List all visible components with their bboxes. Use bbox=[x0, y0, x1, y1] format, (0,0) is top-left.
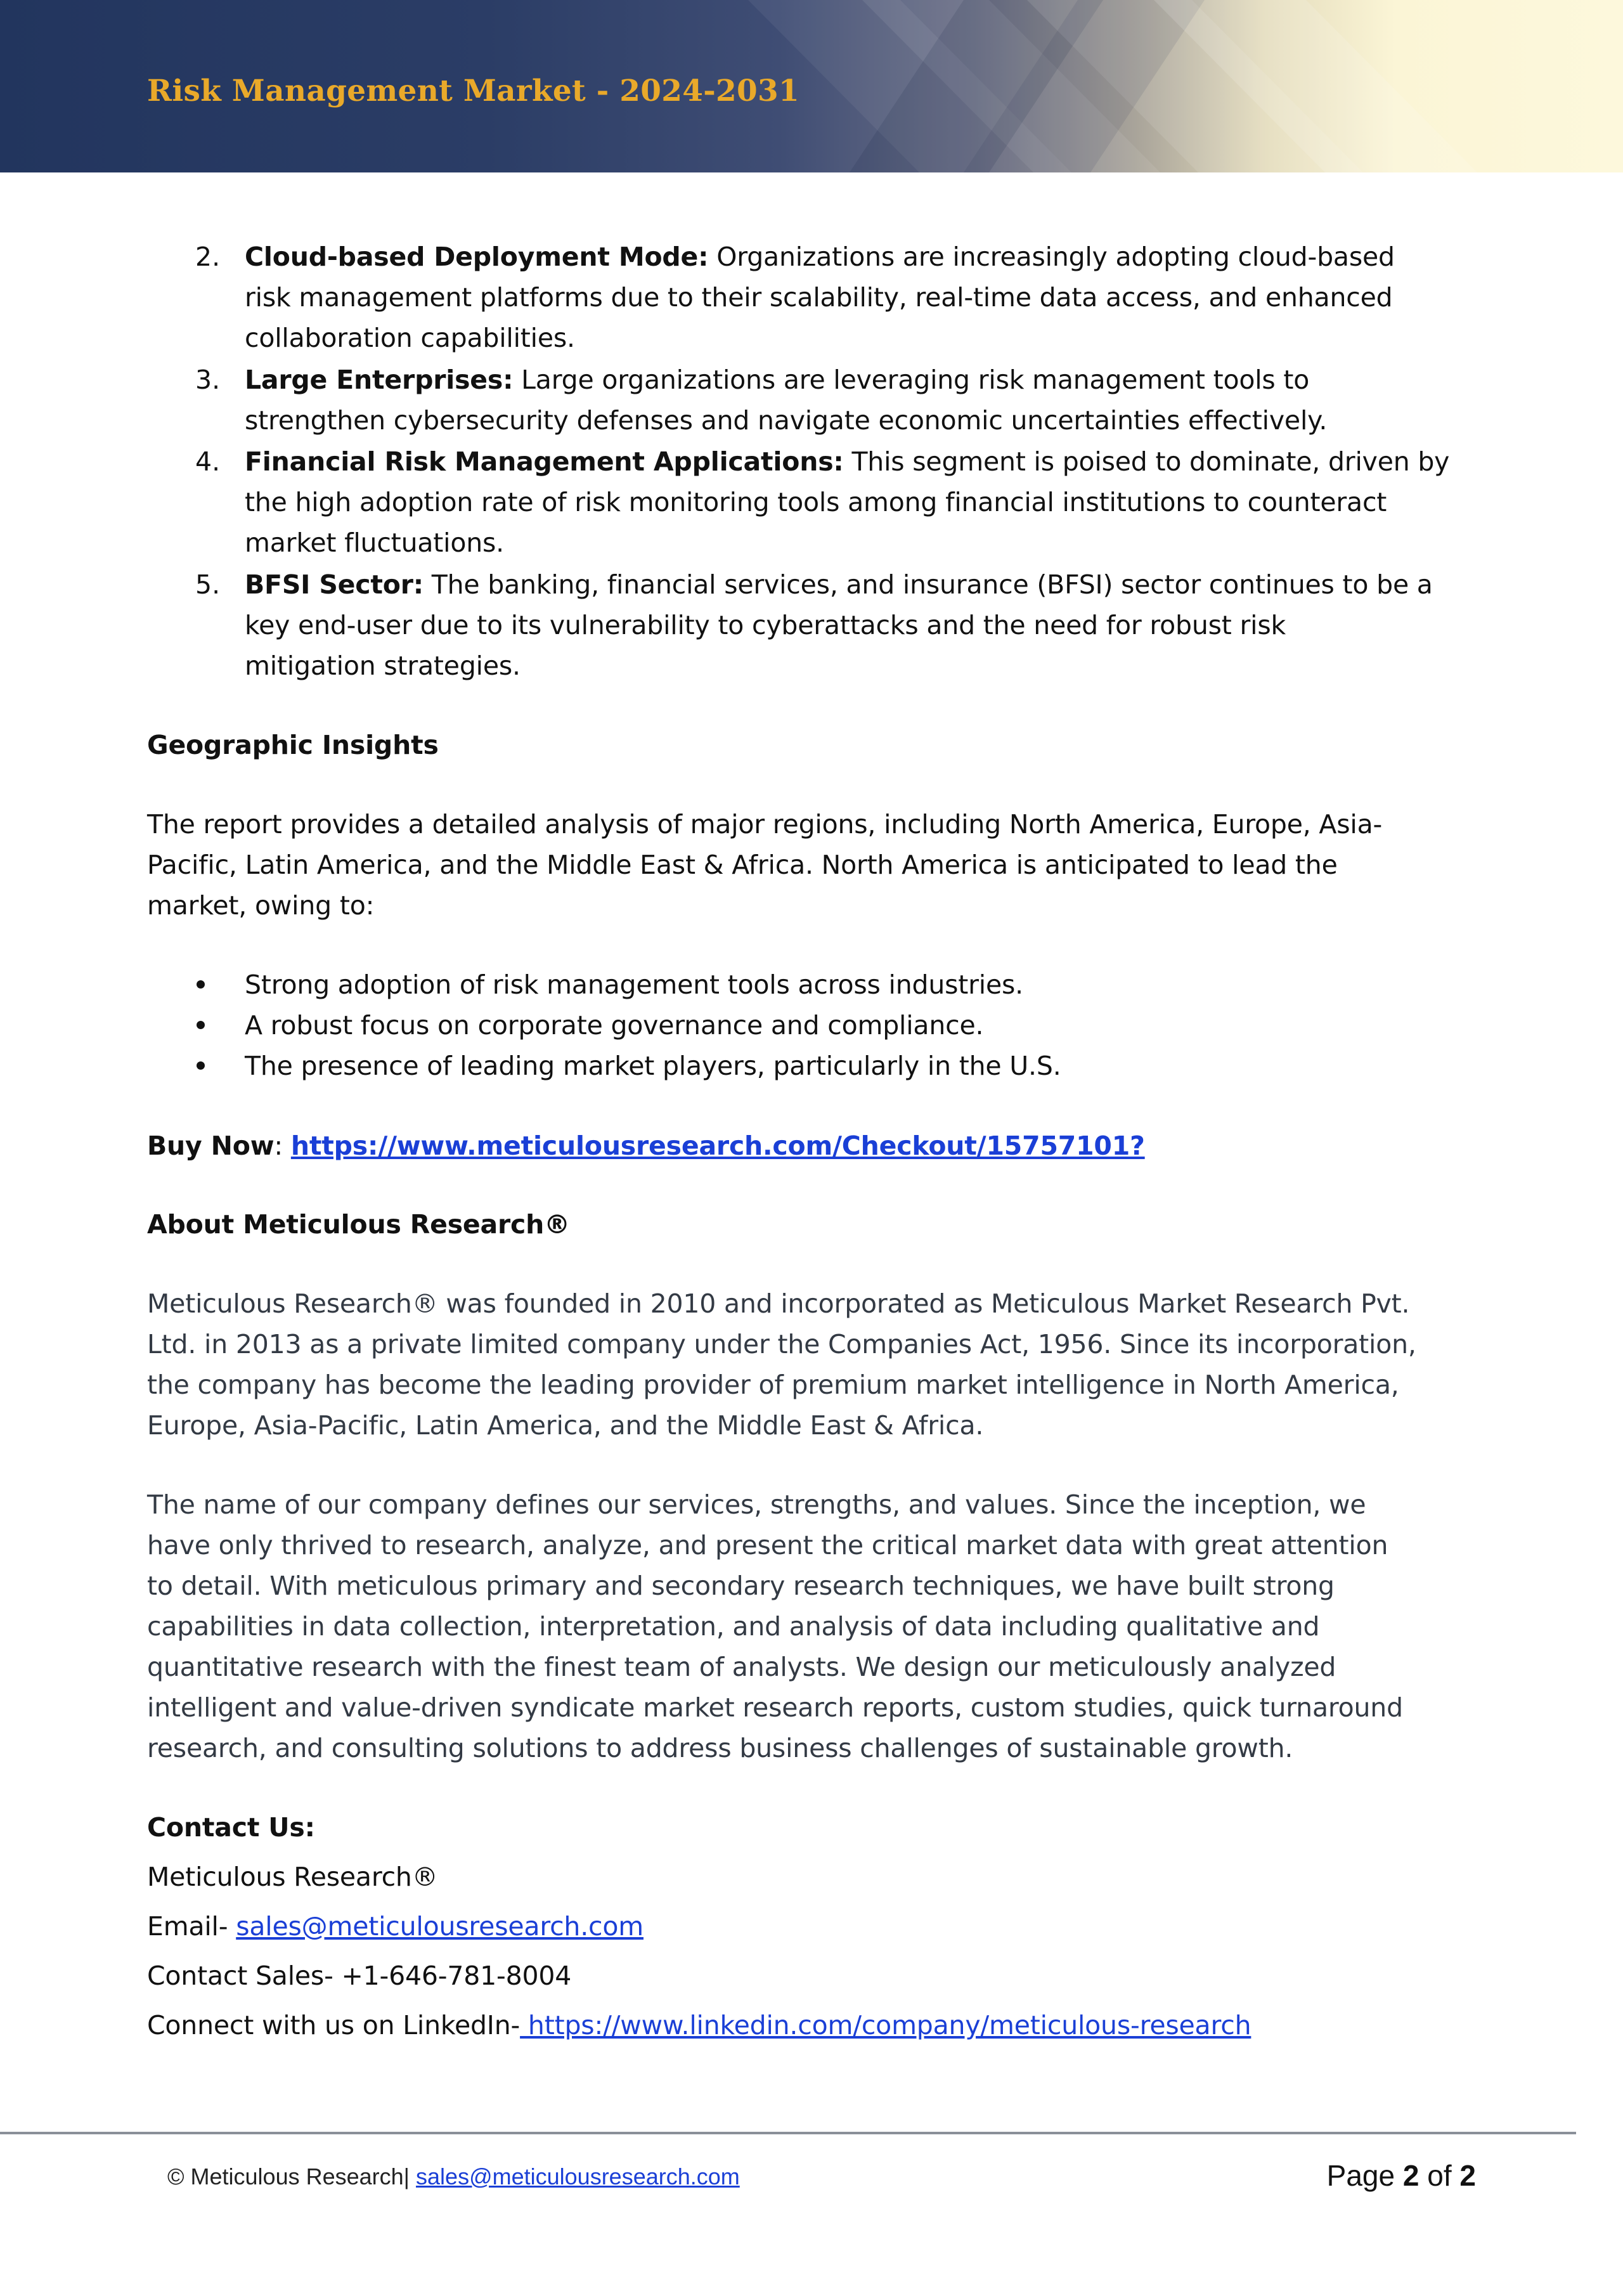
list-item-line: market fluctuations. bbox=[245, 528, 505, 558]
sales-phone: +1-646-781-8004 bbox=[341, 1961, 572, 1991]
list-number: 2. bbox=[195, 242, 221, 272]
about-line: research, and consulting solutions to address business challenges of sustainable growth. bbox=[147, 1733, 1293, 1763]
bullet-item: Strong adoption of risk management tools across industries. bbox=[245, 970, 1024, 1000]
bullet-item: A robust focus on corporate governance and compliance. bbox=[245, 1010, 984, 1041]
about-line: Meticulous Research® was founded in 2010 and incorporated as Meticulous Market Research Pvt. bbox=[147, 1288, 1410, 1319]
list-number: 3. bbox=[195, 365, 221, 395]
list-item-line: risk management platforms due to their scalability, real-time data access, and enhanced bbox=[245, 282, 1393, 313]
geographic-intro-line: market, owing to: bbox=[147, 890, 375, 921]
list-number: 5. bbox=[195, 569, 221, 600]
buy-now-line: Buy Now: https://www.meticulousresearch.com/Checkout/15757101? bbox=[147, 1131, 1145, 1161]
bullet-dot bbox=[197, 1061, 205, 1070]
list-item-term: Financial Risk Management Applications: bbox=[245, 446, 844, 477]
about-line: have only thrived to research, analyze, and present the critical market data with great attention bbox=[147, 1530, 1388, 1560]
list-item-line: the high adoption rate of risk monitoring tools among financial institutions to counteract bbox=[245, 487, 1387, 517]
linkedin-link[interactable]: https://www.linkedin.com/company/meticulous-research bbox=[520, 2010, 1251, 2040]
list-item-line: mitigation strategies. bbox=[245, 651, 521, 681]
about-line: to detail. With meticulous primary and secondary research techniques, we have built strong bbox=[147, 1571, 1335, 1601]
footer-email-link[interactable]: sales@meticulousresearch.com bbox=[416, 2163, 740, 2189]
list-item-line: collaboration capabilities. bbox=[245, 323, 575, 353]
geographic-heading: Geographic Insights bbox=[147, 730, 439, 760]
about-line: intelligent and value-driven syndicate market research reports, custom studies, quick turnaround bbox=[147, 1692, 1403, 1723]
list-item-line: Cloud-based Deployment Mode: Organizations are increasingly adopting cloud-based bbox=[245, 242, 1395, 272]
about-line: Ltd. in 2013 as a private limited company under the Companies Act, 1956. Since its incorporation, bbox=[147, 1329, 1416, 1359]
contact-linkedin-line: Connect with us on LinkedIn- https://www.linkedin.com/company/meticulous-research bbox=[147, 2010, 1251, 2040]
list-item-term: Large Enterprises: bbox=[245, 365, 514, 395]
about-line: Europe, Asia-Pacific, Latin America, and the Middle East & Africa. bbox=[147, 1410, 984, 1441]
list-item-term: BFSI Sector: bbox=[245, 569, 424, 600]
bullet-item: The presence of leading market players, particularly in the U.S. bbox=[245, 1051, 1061, 1081]
bullet-dot bbox=[197, 980, 205, 989]
contact-email-line: Email- sales@meticulousresearch.com bbox=[147, 1911, 644, 1942]
bullet-dot bbox=[197, 1021, 205, 1029]
geographic-intro-line: The report provides a detailed analysis of major regions, including North America, Europe, Asia- bbox=[147, 809, 1383, 840]
contact-company: Meticulous Research® bbox=[147, 1862, 438, 1892]
list-number: 4. bbox=[195, 446, 221, 477]
buy-now-label: Buy Now bbox=[147, 1131, 275, 1161]
header-banner bbox=[0, 0, 1623, 172]
list-item-line: key end-user due to its vulnerability to cyberattacks and the need for robust risk bbox=[245, 610, 1286, 640]
list-item-term: Cloud-based Deployment Mode: bbox=[245, 242, 709, 272]
contact-email-link[interactable]: sales@meticulousresearch.com bbox=[236, 1911, 644, 1942]
about-line: capabilities in data collection, interpretation, and analysis of data including qualitative and bbox=[147, 1611, 1320, 1642]
page-number: Page 2 of 2 bbox=[1326, 2159, 1476, 2192]
buy-now-link[interactable]: https://www.meticulousresearch.com/Checkout/15757101? bbox=[290, 1131, 1145, 1161]
footer-copyright: © Meticulous Research| sales@meticulousresearch.com bbox=[167, 2163, 740, 2189]
about-line: quantitative research with the finest team of analysts. We design our meticulously analyzed bbox=[147, 1652, 1336, 1682]
geographic-intro-line: Pacific, Latin America, and the Middle East & Africa. North America is anticipated to lead the bbox=[147, 850, 1338, 880]
about-line: The name of our company defines our services, strengths, and values. Since the inception, we bbox=[147, 1489, 1366, 1520]
contact-heading: Contact Us: bbox=[147, 1812, 315, 1843]
about-line: the company has become the leading provider of premium market intelligence in North America, bbox=[147, 1370, 1399, 1400]
contact-sales-line: Contact Sales- +1-646-781-8004 bbox=[147, 1961, 572, 1991]
about-heading: About Meticulous Research® bbox=[147, 1209, 570, 1240]
list-item-line: Financial Risk Management Applications: This segment is poised to dominate, driven by bbox=[245, 446, 1450, 477]
list-item-line: Large Enterprises: Large organizations are leveraging risk management tools to bbox=[245, 365, 1310, 395]
list-item-line: strengthen cybersecurity defenses and navigate economic uncertainties effectively. bbox=[245, 405, 1328, 436]
report-title: Risk Management Market - 2024-2031 bbox=[147, 74, 800, 108]
list-item-line: BFSI Sector: The banking, financial services, and insurance (BFSI) sector continues to be a bbox=[245, 569, 1433, 600]
footer-divider bbox=[0, 2132, 1576, 2134]
